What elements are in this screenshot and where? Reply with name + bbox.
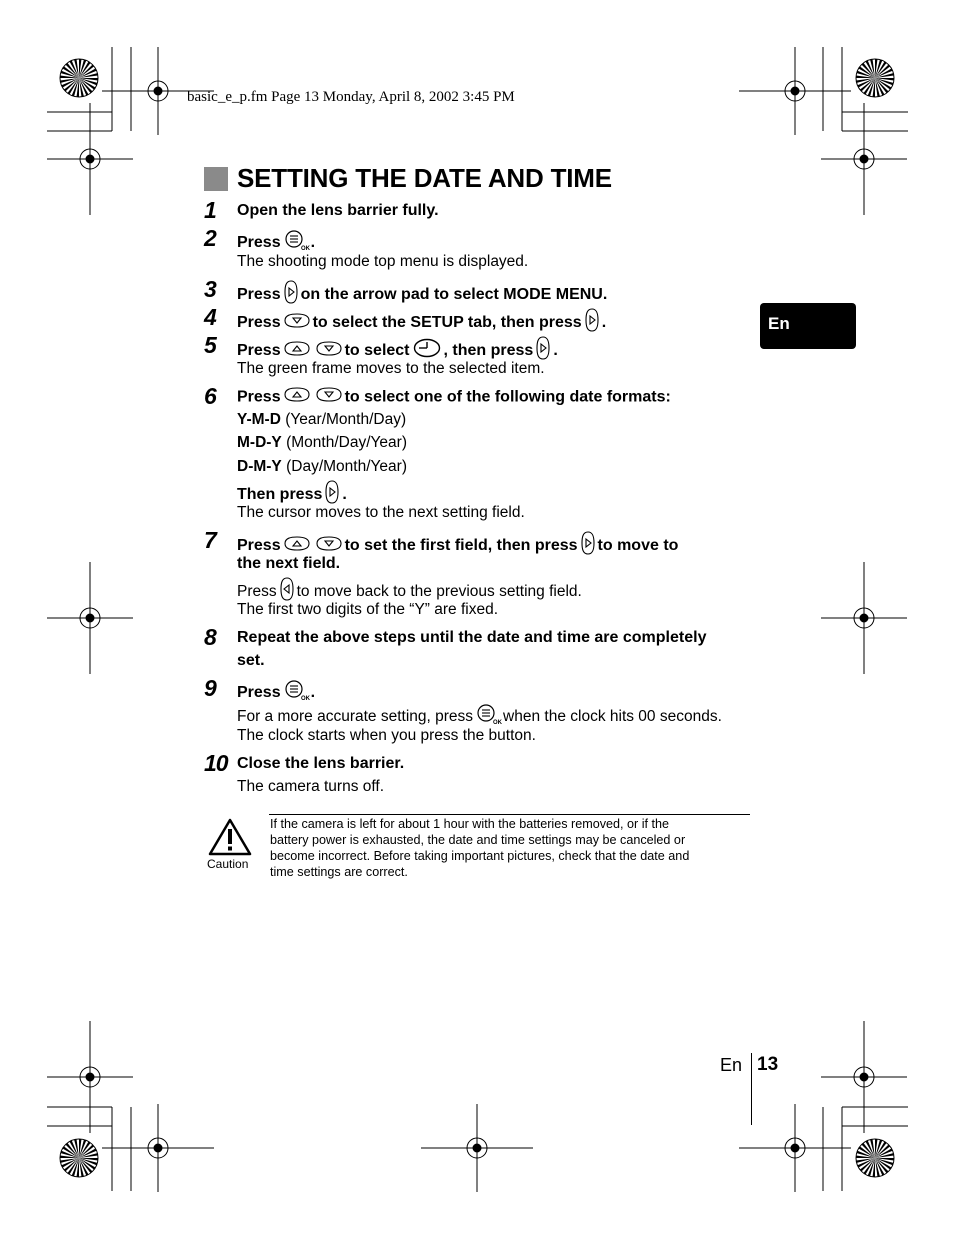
step-text: Then press	[237, 486, 323, 504]
step-text: Press	[237, 314, 281, 332]
footer-language: En	[720, 1055, 743, 1075]
step-number: 10	[204, 750, 228, 776]
step-9-note-2: The clock starts when you press the button.	[237, 727, 536, 744]
step-text: Press	[237, 388, 281, 406]
step-number: 7	[204, 527, 217, 553]
step-4-instruction	[237, 308, 606, 338]
step-text: to move to	[597, 537, 679, 555]
step-8-instruction: Repeat the above steps until the date and time are completely	[237, 629, 707, 646]
note-text: when the clock hits 00 seconds.	[503, 708, 722, 726]
step-text: Press	[237, 684, 281, 702]
arrow-down-icon	[284, 313, 310, 334]
step-number: 2	[204, 225, 217, 251]
step-text: to select the SETUP tab, then press	[312, 314, 582, 332]
step-2-note: The shooting mode top menu is displayed.	[237, 253, 529, 270]
svg-text:OK: OK	[493, 720, 503, 726]
step-text: to select	[344, 342, 410, 360]
registration-star-icon	[60, 1139, 98, 1177]
date-format-option	[237, 433, 407, 453]
step-number: 8	[204, 624, 217, 650]
step-number: 9	[204, 675, 217, 701]
format-code: M-D-Y	[237, 434, 282, 451]
arrow-right-icon	[585, 308, 599, 338]
caution-line: time settings are correct.	[270, 865, 408, 879]
caution-warning-icon	[207, 817, 253, 862]
footer-divider	[751, 1053, 752, 1125]
date-format-option	[237, 457, 407, 477]
caution-line: battery power is exhausted, the date and time settings may be canceled or	[270, 833, 686, 847]
step-text: Press	[237, 286, 281, 304]
format-code: Y-M-D	[237, 411, 281, 428]
arrow-down-icon	[316, 387, 342, 408]
format-description: (Day/Month/Year)	[281, 458, 407, 475]
step-5-note: The green frame moves to the selected item.	[237, 360, 545, 377]
step-text: .	[553, 342, 558, 360]
step-text: .	[342, 486, 347, 504]
step-text: on the arrow pad to select MODE MENU.	[300, 286, 608, 304]
step-3-instruction	[237, 280, 607, 310]
step-8-instruction-cont: set.	[237, 652, 265, 669]
note-text: Press	[237, 583, 277, 601]
svg-text:OK: OK	[300, 246, 310, 252]
registration-star-icon	[856, 1139, 894, 1177]
step-7-note-2: The first two digits of the “Y” are fixed.	[237, 601, 499, 618]
step-text: to set the first field, then press	[344, 537, 578, 555]
step-number: 1	[204, 197, 217, 223]
language-tab	[760, 303, 856, 349]
arrow-up-icon	[284, 387, 310, 408]
caution-divider	[269, 814, 750, 815]
step-text: Press	[237, 234, 281, 252]
step-text: to select one of the following date formats:	[344, 388, 671, 406]
date-format-option	[237, 410, 406, 430]
note-text: to move back to the previous setting field.	[296, 583, 582, 601]
caution-text	[270, 816, 750, 880]
caution-line: If the camera is left for about 1 hour with the batteries removed, or if the	[270, 817, 670, 831]
step-10-instruction: Close the lens barrier.	[237, 755, 405, 772]
step-text: Press	[237, 342, 281, 360]
format-description: (Year/Month/Day)	[280, 411, 407, 428]
svg-text:OK: OK	[300, 696, 310, 702]
step-7-instruction-cont: the next field.	[237, 555, 341, 572]
registration-star-icon	[60, 59, 98, 97]
caution-line: become incorrect. Before taking important pictures, check that the date and	[270, 849, 690, 863]
step-text: .	[310, 234, 316, 252]
step-text: , then press	[443, 342, 534, 360]
note-text: For a more accurate setting, press	[237, 708, 474, 726]
step-6-note: The cursor moves to the next setting field.	[237, 504, 525, 521]
registration-star-icon	[856, 59, 894, 97]
step-1-text: Open the lens barrier fully.	[237, 202, 439, 219]
file-info-header: basic_e_p.fm Page 13 Monday, April 8, 2002 3:45 PM	[187, 89, 515, 105]
step-text: .	[310, 684, 316, 702]
step-6-instruction	[237, 387, 671, 408]
language-tab-label: En	[768, 314, 790, 333]
step-text: .	[601, 314, 607, 332]
page-title: SETTING THE DATE AND TIME	[237, 163, 612, 193]
page-number: 13	[757, 1054, 779, 1075]
format-description: (Month/Day/Year)	[281, 434, 407, 451]
step-number: 3	[204, 276, 217, 302]
step-10-note: The camera turns off.	[237, 778, 385, 795]
step-number: 5	[204, 332, 217, 358]
format-code: D-M-Y	[237, 458, 282, 475]
caution-label: Caution	[207, 857, 249, 871]
step-number: 6	[204, 383, 217, 409]
step-text: Press	[237, 537, 281, 555]
arrow-right-icon	[284, 280, 298, 310]
arrow-right-icon	[581, 531, 595, 561]
step-number: 4	[204, 304, 217, 330]
title-marker	[204, 167, 228, 191]
